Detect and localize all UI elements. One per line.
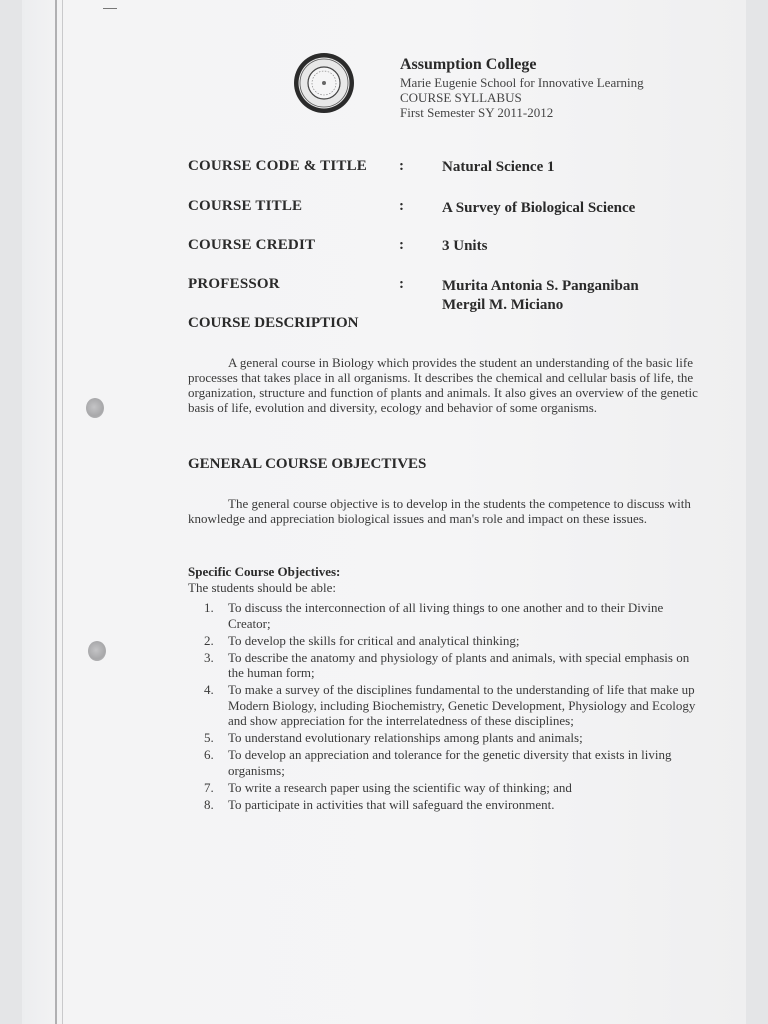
course-code-label: COURSE CODE & TITLE (188, 158, 367, 174)
item-text: To write a research paper using the scientific way of thinking; and (228, 779, 572, 795)
item-number: 7. (204, 779, 214, 795)
college-seal-icon (293, 52, 355, 114)
course-title-label: COURSE TITLE (188, 198, 303, 214)
professor-label: PROFESSOR (188, 276, 280, 292)
list-item (188, 730, 698, 746)
punch-hole (86, 398, 104, 418)
separator-colon: : (399, 198, 404, 214)
item-text: To develop the skills for critical and analytical thinking; (228, 632, 520, 648)
institution-name: Assumption College (400, 56, 537, 73)
separator-colon: : (399, 276, 404, 292)
course-code-value: Natural Science 1 (442, 159, 555, 175)
objectives-text: The general course objective is to develop in the students the competence to discuss with knowledge and appreciation biological issues and man's role and impact on these issues. (188, 496, 691, 526)
punch-hole (88, 641, 106, 661)
item-text: To make a survey of the disciplines fundamental to the understanding of life that make up Modern Biology, including Biochemistry, Genetic Development, Physiology and Ecology and show appreciation for the interrelatedness of these disciplines; (228, 682, 696, 728)
item-text: To understand evolutionary relationships among plants and animals; (228, 730, 583, 745)
item-text: To describe the anatomy and physiology of plants and animals, with special emphasis on the human form; (228, 649, 690, 680)
list-item (188, 633, 698, 649)
list-item (188, 780, 698, 796)
school-name: Marie Eugenie School for Innovative Learning (400, 75, 644, 90)
professor-value (442, 277, 639, 315)
fold-line (55, 0, 57, 1024)
separator-colon: : (399, 237, 404, 253)
course-credit-value: 3 Units (442, 238, 488, 254)
item-text: To discuss the interconnection of all living things to one another and to their Divine Creator; (228, 600, 664, 631)
item-number: 8. (204, 796, 214, 812)
item-number: 2. (204, 632, 214, 648)
course-title-value: A Survey of Biological Science (442, 200, 636, 216)
objectives-heading: GENERAL COURSE OBJECTIVES (188, 456, 427, 472)
fold-shadow (62, 0, 63, 1024)
item-number: 1. (204, 600, 214, 615)
pen-mark (103, 0, 117, 9)
item-number: 6. (204, 747, 214, 762)
professor-name: Murita Antonia S. Panganiban (442, 278, 639, 294)
item-number: 5. (204, 730, 214, 745)
list-item (188, 797, 698, 813)
separator-colon: : (399, 158, 404, 174)
item-text: To participate in activities that will safeguard the environment. (228, 796, 555, 812)
document-type: COURSE SYLLABUS (400, 90, 522, 105)
objectives-intro: The students should be able: (188, 580, 337, 595)
institution-block (400, 55, 644, 120)
semester: First Semester SY 2011-2012 (400, 105, 554, 120)
specific-objectives-list (188, 600, 698, 814)
course-credit-label: COURSE CREDIT (188, 237, 316, 253)
description-text: A general course in Biology which provides the student an understanding of the basic life processes that takes place in all organisms. It describes the chemical and cellular basis of life, the organization, structure and function of plants and animals. It also gives an overview of the genetic basis of life, evolution and diversity, ecology and behavior of some organisms. (188, 355, 698, 415)
item-number: 3. (204, 649, 214, 665)
specific-objectives-heading: Specific Course Objectives: (188, 564, 341, 579)
list-item (188, 600, 698, 631)
item-text: To develop an appreciation and tolerance for the genetic diversity that exists in living organisms; (228, 747, 672, 778)
list-item (188, 682, 698, 729)
professor-name: Mergil M. Miciano (442, 297, 564, 313)
list-item (188, 650, 698, 681)
item-number: 4. (204, 682, 214, 697)
description-heading: COURSE DESCRIPTION (188, 315, 359, 331)
list-item (188, 747, 698, 778)
